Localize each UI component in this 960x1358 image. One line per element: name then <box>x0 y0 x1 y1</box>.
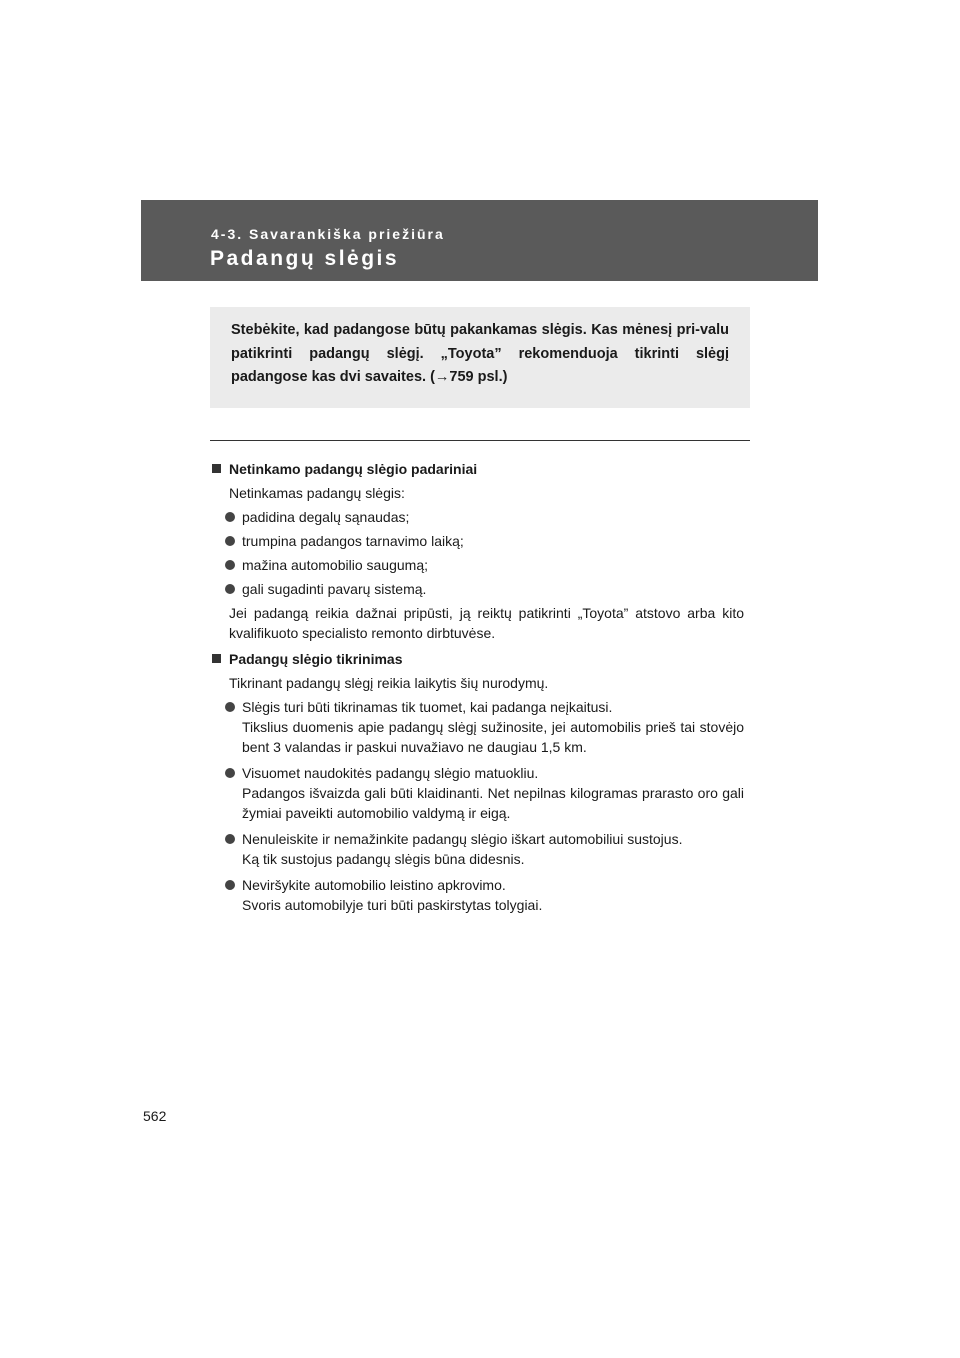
list-item: Neviršykite automobilio leistino apkrovimo. Svoris automobilyje turi būti paskirstytas tolygiai. <box>212 875 744 915</box>
square-bullet-icon <box>212 464 221 473</box>
trailing-paragraph: Jei padangą reikia dažnai pripūsti, ją reiktų patikrinti „Toyota” atstovo arba kito kvalifikuoto specialisto remonto dirbtuvėse. <box>229 605 744 641</box>
round-bullet-icon <box>225 702 235 712</box>
page-reference-link[interactable]: 759 psl.) <box>449 369 508 385</box>
arrow-right-icon: → <box>434 369 450 385</box>
intro-text: Stebėkite, kad padangose būtų pakankamas slėgis. Kas mėnesį pri-valu patikrinti padangų slėgį. „Toyota” rekomenduoja tikrinti slėgį padangose kas dvi savaites. ( <box>231 322 729 385</box>
section-label: 4-3. Savarankiška priežiūra <box>211 226 445 242</box>
list-item: trumpina padangos tarnavimo laiką; <box>212 531 744 551</box>
round-bullet-icon <box>225 768 235 778</box>
round-bullet-icon <box>225 880 235 890</box>
lead-paragraph: Tikrinant padangų slėgį reikia laikytis šių nurodymų. <box>229 675 549 691</box>
list-item: gali sugadinti pavarų sistemą. <box>212 579 744 599</box>
list-item: Visuomet naudokitės padangų slėgio matuokliu. Padangos išvaizda gali būti klaidinanti. Net nepilnas kilogramas prarasto oro gali žymiai paveikti automobilio valdymą ir eigą. <box>212 763 744 823</box>
round-bullet-icon <box>225 512 235 522</box>
section-heading-consequences: Netinkamo padangų slėgio padariniai <box>212 459 744 479</box>
round-bullet-icon <box>225 560 235 570</box>
list-item: Slėgis turi būti tikrinamas tik tuomet, kai padanga neįkaitusi. Tikslius duomenis apie padangų slėgį sužinosite, jei automobilis prieš tai stovėjo bent 3 valandas ir paskui nuvažiavo ne daugiau 1,5 km. <box>212 697 744 757</box>
content <box>212 459 744 919</box>
lead-paragraph: Netinkamas padangų slėgis: <box>229 485 405 501</box>
round-bullet-icon <box>225 584 235 594</box>
list-item: padidina degalų sąnaudas; <box>212 507 744 527</box>
round-bullet-icon <box>225 834 235 844</box>
square-bullet-icon <box>212 654 221 663</box>
section-header-band <box>141 200 818 281</box>
intro-box <box>210 307 750 408</box>
page-number: 562 <box>143 1108 167 1124</box>
page-title: Padangų slėgis <box>210 247 400 270</box>
list-item: mažina automobilio saugumą; <box>212 555 744 575</box>
divider <box>210 440 750 441</box>
list-item: Nenuleiskite ir nemažinkite padangų slėgio iškart automobiliui sustojus. Ką tik sustojus padangų slėgis būna didesnis. <box>212 829 744 869</box>
round-bullet-icon <box>225 536 235 546</box>
section-heading-checking: Padangų slėgio tikrinimas <box>212 649 744 669</box>
